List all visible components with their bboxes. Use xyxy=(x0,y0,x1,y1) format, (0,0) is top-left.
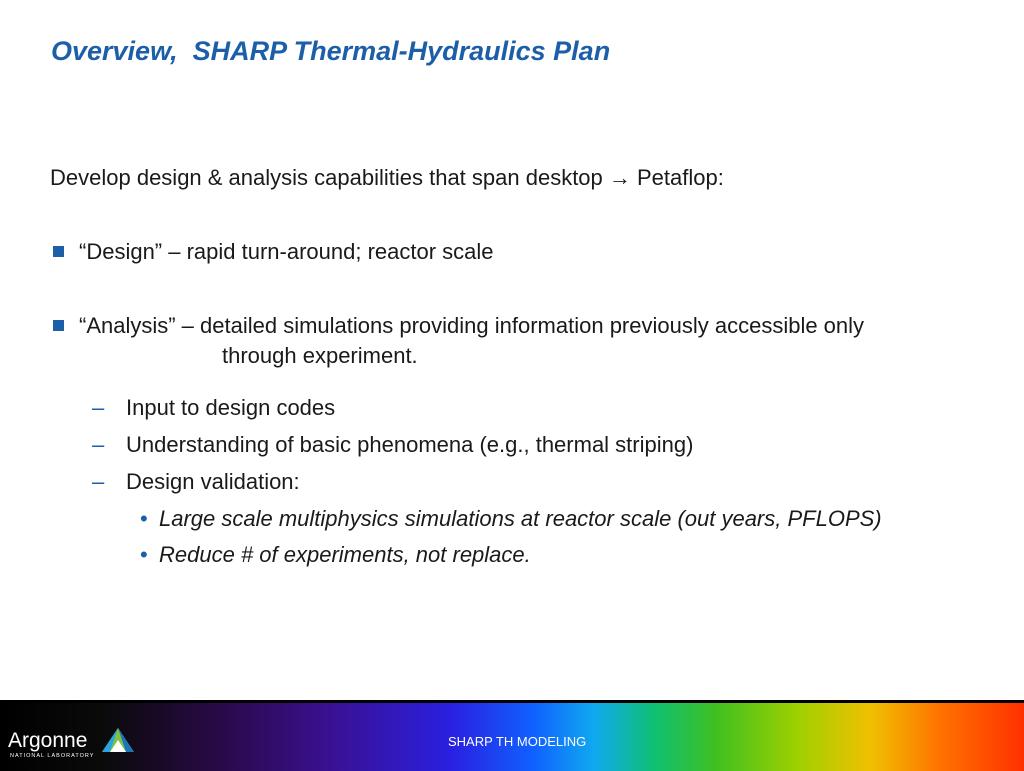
dash-bullet-icon: – xyxy=(92,469,105,494)
bullet-text-continuation: through experiment. xyxy=(222,343,418,368)
intro-text: Develop design & analysis capabilities that span desktop → Petaflop: xyxy=(50,165,724,190)
logo-wordmark: Argonne xyxy=(8,729,88,752)
square-bullet-icon xyxy=(53,320,64,331)
logo-subtitle: NATIONAL LABORATORY xyxy=(10,753,95,759)
sub-bullet-text: Understanding of basic phenomena (e.g., thermal striping) xyxy=(126,432,694,457)
dash-bullet-icon: – xyxy=(92,395,105,420)
square-bullet-icon xyxy=(53,246,64,257)
sub-sub-bullet-text: Large scale multiphysics simulations at reactor scale (out years, PFLOPS) xyxy=(159,506,882,531)
dash-bullet-icon: – xyxy=(92,432,105,457)
dot-bullet-icon: • xyxy=(140,542,148,567)
sub-sub-bullet-text: Reduce # of experiments, not replace. xyxy=(159,542,531,567)
bullet-text: “Design” – rapid turn-around; reactor scale xyxy=(79,239,494,264)
slide-title: Overview, SHARP Thermal-Hydraulics Plan xyxy=(51,36,611,66)
bullet-text: “Analysis” – detailed simulations providing information previously accessible only xyxy=(79,313,865,338)
dot-bullet-icon: • xyxy=(140,506,148,531)
sub-bullet-text: Input to design codes xyxy=(126,395,336,420)
footer-label: SHARP TH MODELING xyxy=(448,734,587,749)
sub-bullet-text: Design validation: xyxy=(126,469,300,494)
